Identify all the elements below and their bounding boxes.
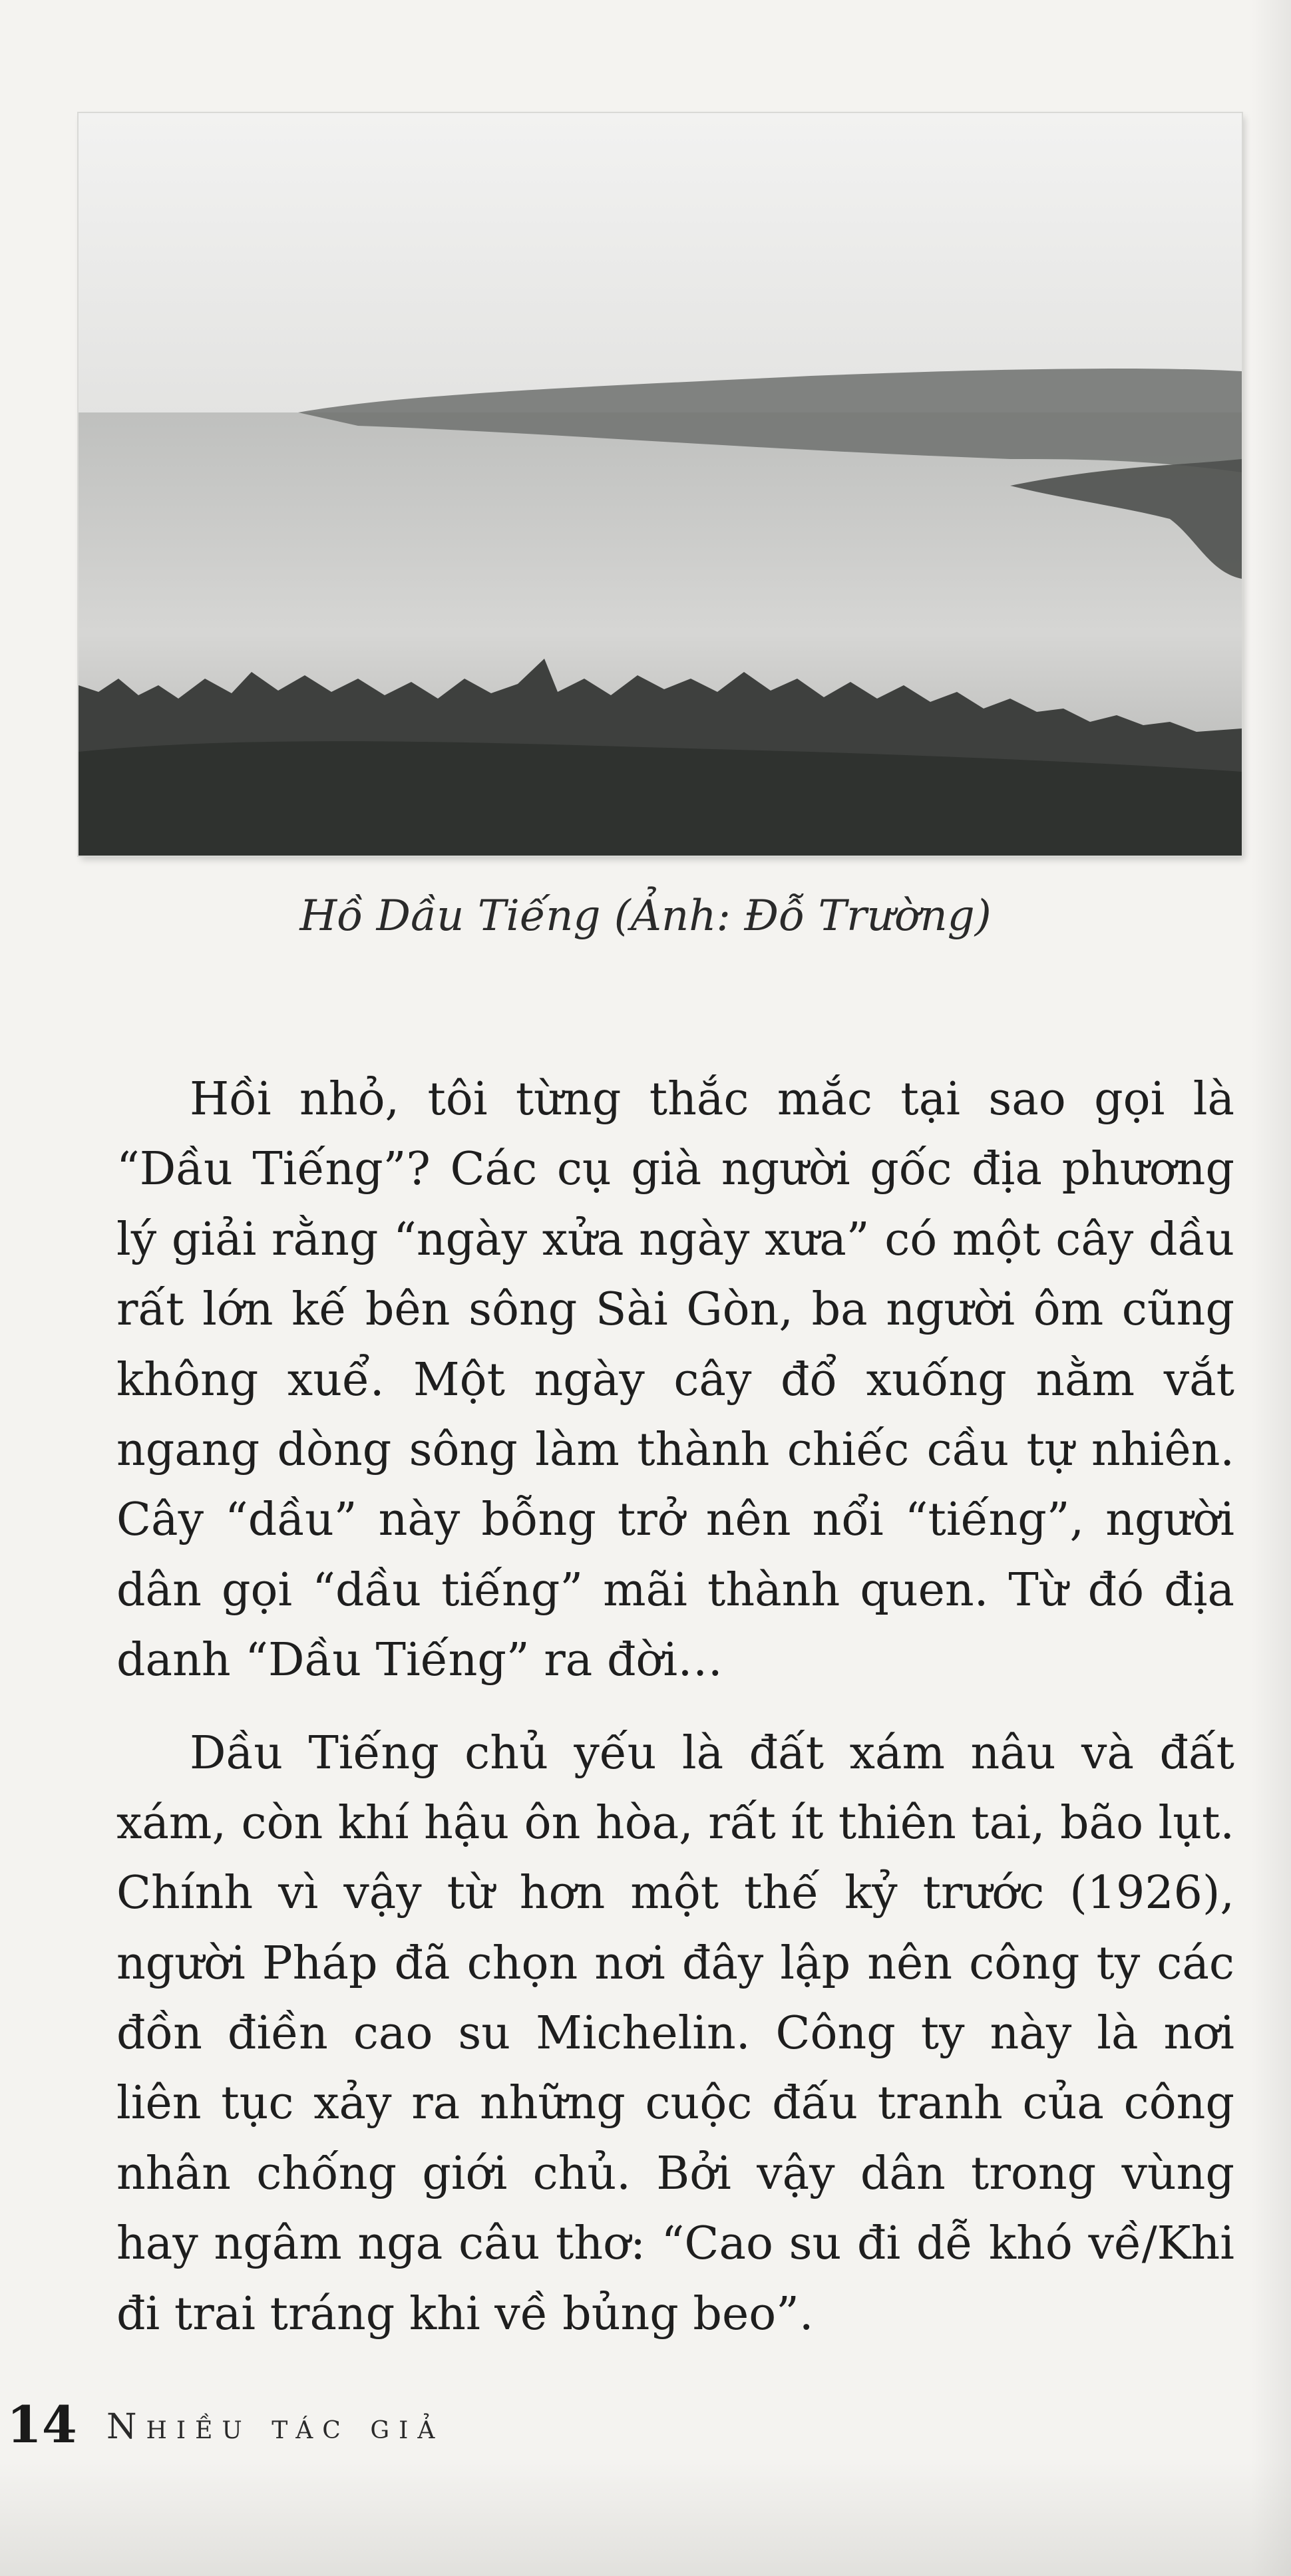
paragraph: Hồi nhỏ, tôi từng thắc mắc tại sao gọi là “Dầu Tiếng”? Các cụ già người gốc địa phương lý giải rằng “ngày xửa ngày xưa” có một cây dầu rất lớn kế bên sông Sài Gòn, ba người ôm cũng không xuể. Một ngày cây đổ xuống nằm vắt ngang dòng sông làm thành chiếc cầu tự nhiên. Cây “dầu” này bỗng trở nên nổi “tiếng”, người dân gọi “dầu tiếng” mãi thành quen. Từ đó địa danh “Dầu Tiếng” ra đời… [116, 1073, 1234, 1687]
page-bottom-shadow [0, 2462, 1291, 2576]
paragraph: Dầu Tiếng chủ yếu là đất xám nâu và đất xám, còn khí hậu ôn hòa, rất ít thiên tai, bão lụt. Chính vì vậy từ hơn một thế kỷ trước (1926), người Pháp đã chọn nơi đây lập nên công ty các đồn điền cao su Michelin. Công ty này là nơi liên tục xảy ra những cuộc đấu tranh của công nhân chống giới chủ. Bởi vậy dân trong vùng hay ngâm nga câu thơ: “Cao su đi dễ khó về/Khi đi trai tráng khi về bủng beo”. [116, 1726, 1234, 2340]
photo-caption: Hồ Dầu Tiếng (Ảnh: Đỗ Trường) [299, 891, 992, 941]
running-head: Nhiều tác giả [106, 2407, 445, 2447]
page-number: 14 [7, 2395, 77, 2454]
page-footer [0, 2395, 1291, 2475]
body-text [116, 1064, 1234, 2372]
lake-photo [79, 113, 1242, 856]
page-edge-shadow [1251, 0, 1291, 2576]
